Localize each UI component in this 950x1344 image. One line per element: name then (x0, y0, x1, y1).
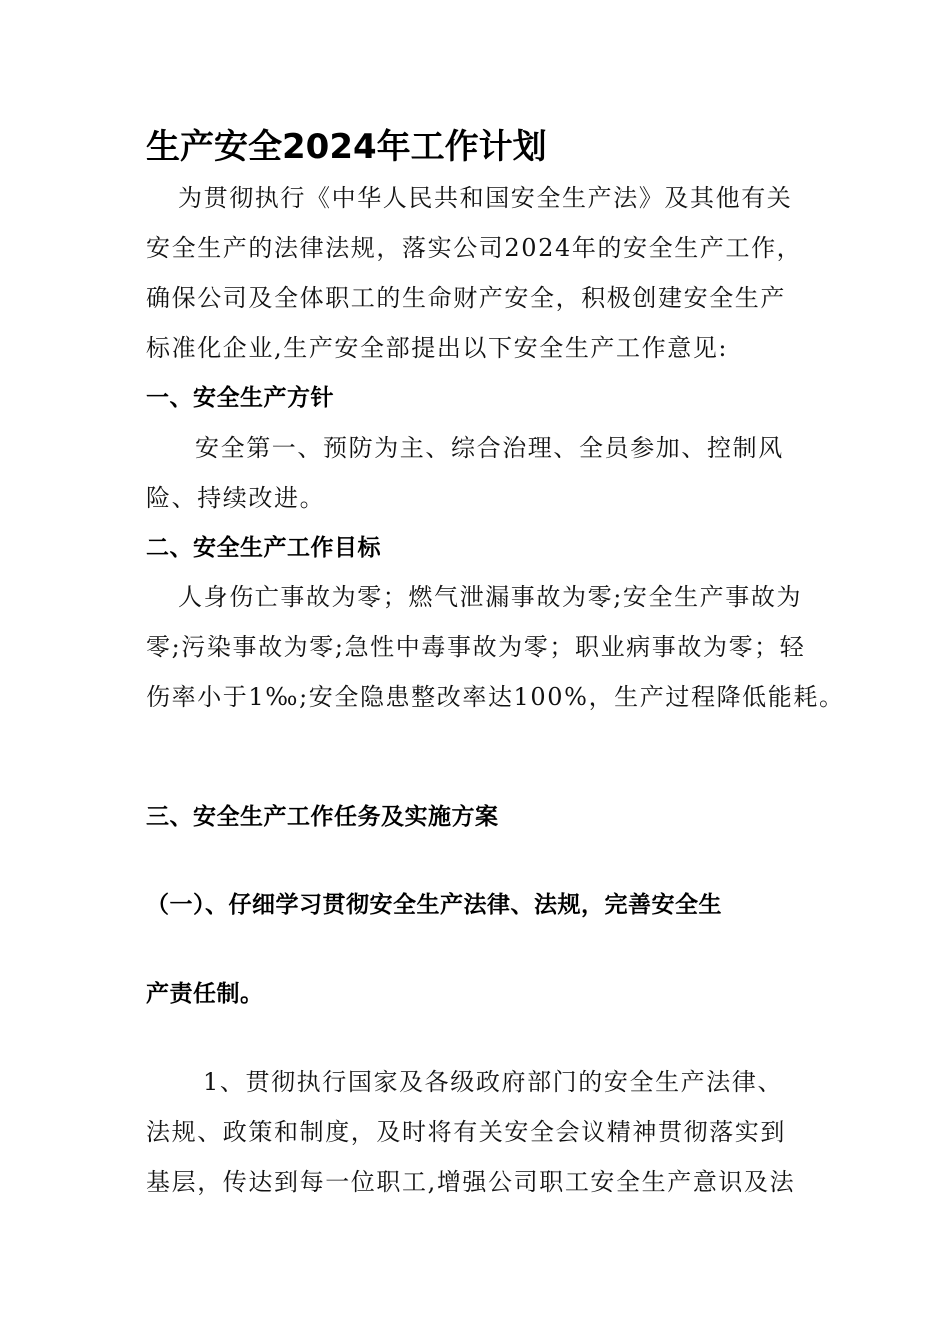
intro-line-4: 标准化企业,生产安全部提出以下安全生产工作意见: (146, 334, 729, 362)
section-2-line-2: 零;污染事故为零;急性中毒事故为零；职业病事故为零；轻 (146, 633, 806, 661)
item-1-line-2: 法规、政策和制度，及时将有关安全会议精神贯彻落实到 (146, 1118, 786, 1146)
section-1-line-2: 险、持续改进。 (146, 484, 326, 512)
section-2-line-1: 人身伤亡事故为零；燃气泄漏事故为零;安全生产事故为 (178, 583, 803, 611)
section-2-heading: 二、安全生产工作目标 (146, 535, 381, 561)
section-2-line-3: 伤率小于1‰;安全隐患整改率达100%，生产过程降低能耗。 (146, 683, 845, 711)
section-3-heading: 三、安全生产工作任务及实施方案 (146, 804, 499, 830)
subsection-1-heading-line-1: （一）、仔细学习贯彻安全生产法律、法规，完善安全生 (146, 892, 722, 918)
section-1-line-1: 安全第一、预防为主、综合治理、全员参加、控制风 (195, 434, 784, 462)
section-1-heading: 一、安全生产方针 (146, 385, 334, 411)
intro-line-3: 确保公司及全体职工的生命财产安全，积极创建安全生产 (146, 284, 786, 312)
subsection-1-heading-line-2: 产责任制。 (146, 981, 264, 1007)
intro-line-1: 为贯彻执行《中华人民共和国安全生产法》及其他有关 (178, 184, 793, 212)
document-title: 生产安全2024年工作计划 (146, 127, 547, 167)
item-1-line-3: 基层，传达到每一位职工,增强公司职工安全生产意识及法 (146, 1168, 796, 1196)
intro-line-2: 安全生产的法律法规，落实公司2024年的安全生产工作， (146, 234, 803, 262)
item-1-line-1: 1、贯彻执行国家及各级政府部门的安全生产法律、 (203, 1068, 784, 1096)
